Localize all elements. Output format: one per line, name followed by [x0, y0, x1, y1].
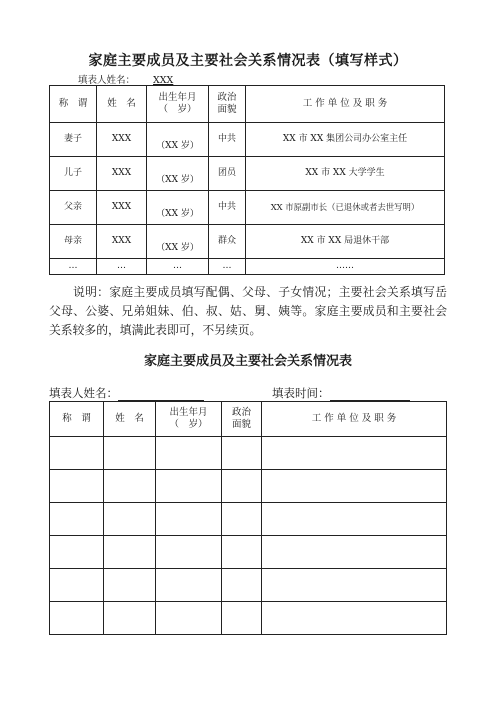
header-birth-line1: 出生年月 [158, 91, 197, 103]
blank-cell[interactable] [104, 569, 156, 602]
header-work: 工 作 单 位 及 职 务 [246, 86, 445, 123]
header-relation: 称 谓 [50, 402, 104, 437]
cell-relation: 母亲 [50, 225, 97, 259]
blank-cell[interactable] [156, 602, 222, 635]
cell-age [147, 123, 209, 157]
blank-cell[interactable] [222, 569, 262, 602]
header-work: 工 作 单 位 及 职 务 [262, 402, 447, 437]
header-birth-line2: （ 岁） [158, 104, 197, 115]
blank-cell[interactable] [104, 503, 156, 536]
blank-table-header [50, 402, 447, 437]
cell-age-text: （XX 岁） [156, 141, 199, 152]
header-political-line2: 面貌 [231, 419, 251, 430]
cell-work: XX 市 XX 大学学生 [246, 157, 445, 191]
sample-table-header [50, 86, 445, 123]
cell-age-text: （XX 岁） [156, 175, 199, 186]
sample-filler-line [78, 72, 173, 86]
cell-work: …… [246, 259, 445, 275]
blank-cell[interactable] [262, 503, 447, 536]
table-row [50, 191, 445, 225]
cell-relation: 父亲 [50, 191, 97, 225]
blank-time-label: 填表时间： [272, 386, 330, 400]
blank-table-row [50, 569, 447, 602]
sample-filler-label: 填表人姓名： [78, 75, 136, 86]
blank-cell[interactable] [222, 602, 262, 635]
cell-name: XXX [97, 157, 147, 191]
blank-cell[interactable] [222, 503, 262, 536]
blank-cell[interactable] [50, 437, 104, 470]
cell-age-text: （XX 岁） [156, 243, 199, 254]
header-birth-line1: 出生年月 [169, 406, 208, 418]
cell-birth: … [147, 259, 209, 275]
cell-name: XXX [97, 123, 147, 157]
sample-table [49, 85, 445, 275]
cell-age [147, 157, 209, 191]
blank-cell[interactable] [104, 437, 156, 470]
blank-cell[interactable] [50, 602, 104, 635]
blank-cell[interactable] [262, 536, 447, 569]
header-political-line1: 政治 [217, 91, 237, 103]
sample-form-title: 家庭主要成员及主要社会关系情况表（填写样式） [88, 53, 408, 69]
cell-political: 团员 [209, 157, 246, 191]
table-row [50, 225, 445, 259]
cell-name: XXX [97, 225, 147, 259]
blank-table-row [50, 503, 447, 536]
instructions-note: 说明：家庭主要成员填写配偶、父母、子女情况；主要社会关系填写岳父母、公婆、兄弟姐妹、伯、叔、姑、舅、姨等。家庭主要成员和主要社会关系较多的，填满此表即可，不另续页。 [49, 285, 447, 337]
header-birth-line2: （ 岁） [169, 419, 208, 430]
cell-political: 群众 [209, 225, 246, 259]
blank-filler-label: 填表人姓名： [49, 386, 118, 400]
cell-work: XX 市 XX 局退休干部 [246, 225, 445, 259]
blank-cell[interactable] [222, 437, 262, 470]
blank-cell[interactable] [50, 536, 104, 569]
table-row-ellipsis [50, 259, 445, 275]
blank-cell[interactable] [104, 536, 156, 569]
blank-cell[interactable] [222, 470, 262, 503]
cell-age [147, 225, 209, 259]
cell-age-text: （XX 岁） [156, 209, 199, 220]
header-political-line1: 政治 [231, 406, 251, 418]
blank-table-row [50, 437, 447, 470]
blank-cell[interactable] [104, 470, 156, 503]
cell-work: XX 市 XX 集团公司办公室主任 [246, 123, 445, 157]
blank-cell[interactable] [156, 536, 222, 569]
blank-cell[interactable] [50, 503, 104, 536]
cell-political: 中共 [209, 191, 246, 225]
blank-cell[interactable] [262, 569, 447, 602]
header-political-line2: 面貌 [217, 104, 237, 115]
cell-name: XXX [97, 191, 147, 225]
header-name: 姓 名 [97, 86, 147, 123]
blank-table [49, 401, 447, 635]
blank-cell[interactable] [156, 503, 222, 536]
blank-time-line [272, 385, 410, 401]
blank-filler-line [49, 385, 204, 401]
header-political [222, 402, 262, 437]
fill-time-field[interactable] [330, 387, 410, 401]
cell-age [147, 191, 209, 225]
filler-name-field[interactable] [118, 387, 204, 401]
header-political [209, 86, 246, 123]
blank-cell[interactable] [50, 569, 104, 602]
table-row [50, 157, 445, 191]
blank-table-row [50, 602, 447, 635]
cell-political: 中共 [209, 123, 246, 157]
blank-cell[interactable] [104, 602, 156, 635]
blank-cell[interactable] [262, 470, 447, 503]
cell-relation: … [50, 259, 97, 275]
blank-table-row [50, 470, 447, 503]
blank-cell[interactable] [262, 437, 447, 470]
blank-cell[interactable] [156, 470, 222, 503]
blank-cell[interactable] [156, 569, 222, 602]
header-relation: 称 谓 [50, 86, 97, 123]
header-birth [147, 86, 209, 123]
blank-form-title: 家庭主要成员及主要社会关系情况表 [143, 354, 352, 369]
blank-table-row [50, 536, 447, 569]
cell-name: … [97, 259, 147, 275]
cell-relation: 妻子 [50, 123, 97, 157]
cell-political: … [209, 259, 246, 275]
table-row [50, 123, 445, 157]
blank-cell[interactable] [262, 602, 447, 635]
blank-cell[interactable] [156, 437, 222, 470]
header-name: 姓 名 [104, 402, 156, 437]
header-birth [156, 402, 222, 437]
cell-work: XX 市原副市长（已退休或者去世写明） [246, 191, 445, 225]
cell-relation: 儿子 [50, 157, 97, 191]
blank-cell[interactable] [50, 470, 104, 503]
blank-cell[interactable] [222, 536, 262, 569]
sample-filler-value: XXX [153, 75, 174, 86]
